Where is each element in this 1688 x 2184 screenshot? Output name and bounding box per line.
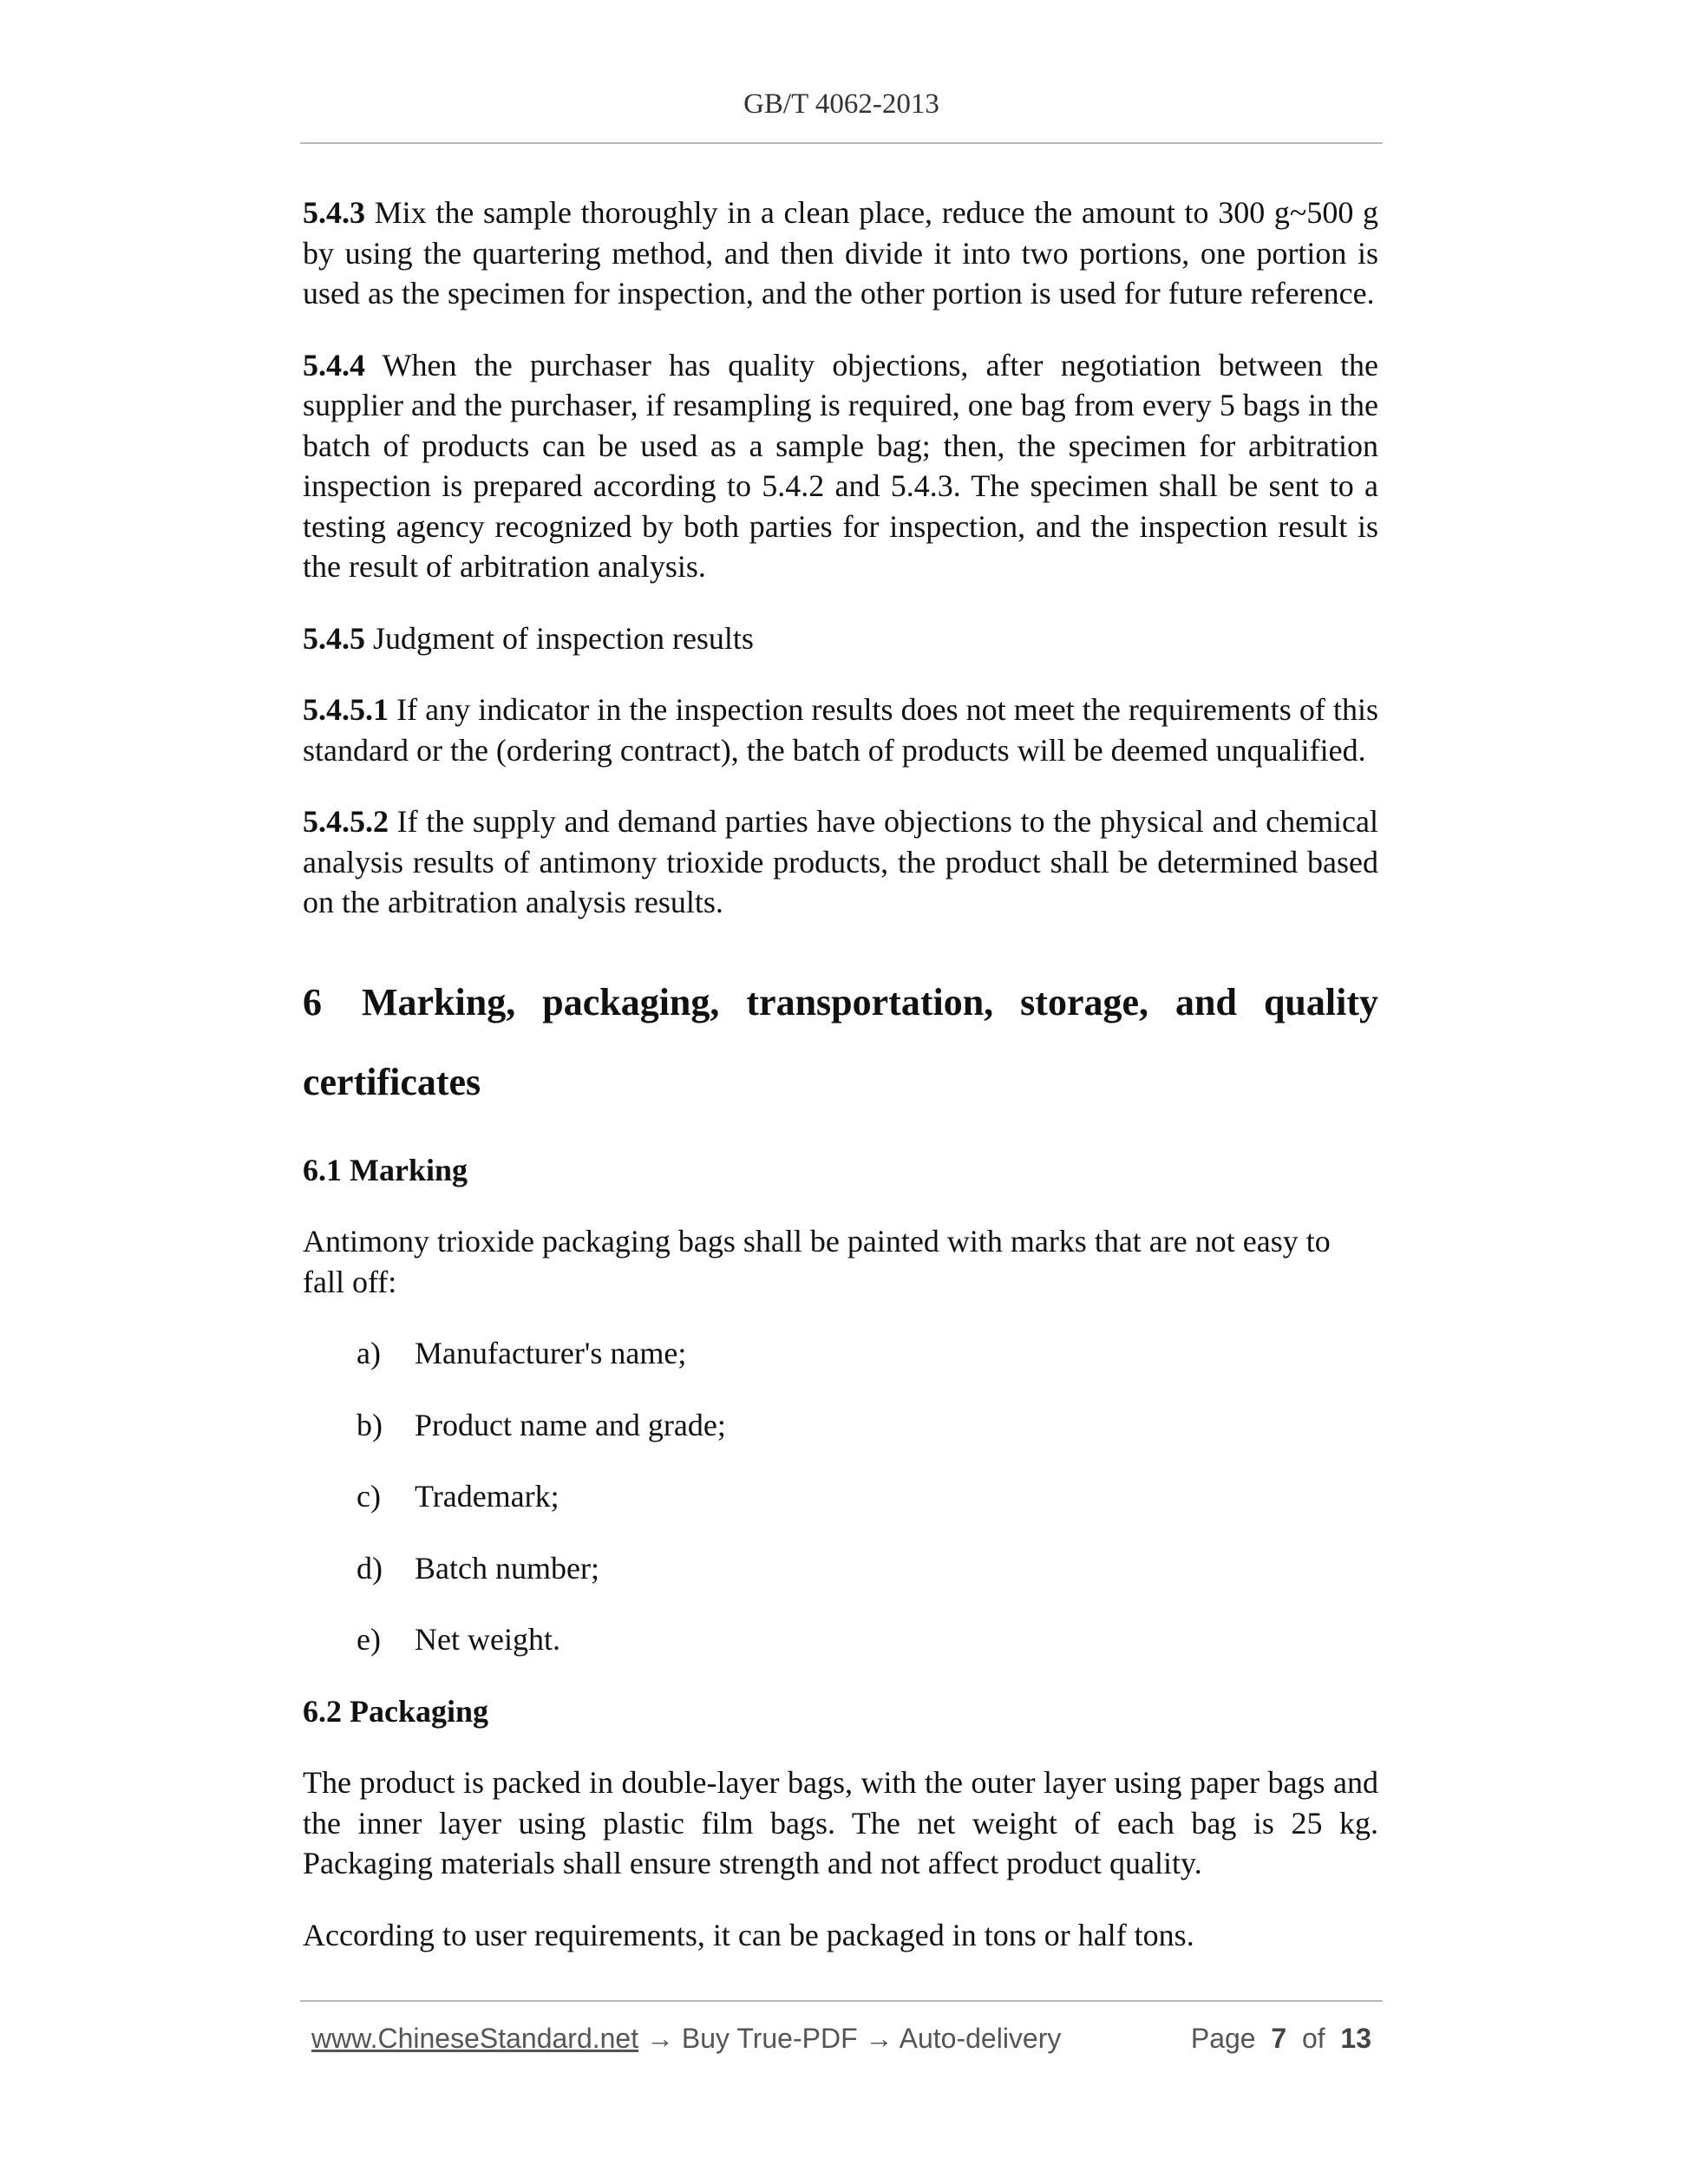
page-header-title: GB/T 4062-2013 xyxy=(743,88,939,120)
clause-5-4-5-2 xyxy=(303,801,1378,923)
page-body xyxy=(303,193,1378,1986)
clause-text: When the purchaser has quality objections, after negotiation between the supplier and the purchaser, if resampling is required, one bag from every 5 bags in the batch of products can be used as a sample bag; then, the specimen for arbitration inspection is prepared according to 5.4.2 and 5.4.3. The specimen shall be sent to a testing agency recognized by both parties for inspection, and the inspection result is the result of arbitration analysis. xyxy=(303,347,1378,584)
list-item xyxy=(303,1333,1378,1374)
clause-5-4-3 xyxy=(303,193,1378,314)
list-item xyxy=(303,1476,1378,1517)
clause-number: 5.4.5 xyxy=(303,620,365,656)
footer-divider xyxy=(300,2000,1383,2002)
chapter-number: 6 xyxy=(303,980,322,1023)
page-counter xyxy=(1191,2023,1371,2055)
section-6-2-heading: 6.2 Packaging xyxy=(303,1693,489,1729)
marking-list xyxy=(303,1333,1378,1660)
list-item-letter: b) xyxy=(357,1407,383,1442)
list-item-letter: e) xyxy=(357,1622,381,1657)
arrow-right-icon: → xyxy=(865,2023,893,2054)
footer-buy-text: Buy True-PDF xyxy=(681,2023,858,2054)
clause-5-4-4 xyxy=(303,345,1378,587)
list-item-text: Product name and grade; xyxy=(415,1407,726,1442)
clause-number: 5.4.4 xyxy=(303,347,365,383)
clause-text: If the supply and demand parties have objections to the physical and chemical analysis results of antimony trioxide products, the product shall be determined based on the arbitration analysis results. xyxy=(303,804,1379,919)
header-divider xyxy=(300,142,1383,144)
list-item-letter: a) xyxy=(357,1336,381,1370)
chapter-6-heading xyxy=(303,963,1378,1122)
list-item-letter: c) xyxy=(357,1479,381,1514)
list-item xyxy=(303,1405,1378,1446)
arrow-right-icon: → xyxy=(646,2023,674,2054)
list-item xyxy=(303,1619,1378,1660)
section-6-1-heading: 6.1 Marking xyxy=(303,1152,468,1187)
footer-promo xyxy=(311,2023,1061,2055)
clause-text: Judgment of inspection results xyxy=(373,620,754,656)
list-item-text: Batch number; xyxy=(415,1550,599,1586)
packaging-paragraph-2: According to user requirements, it can be packaged in tons or half tons. xyxy=(303,1917,1194,1952)
clause-text: Mix the sample thoroughly in a clean place, reduce the amount to 300 g~500 g by using the quartering method, and then divide it into two portions, one portion is used as the specimen for inspection, and the other portion is used for future reference. xyxy=(303,195,1378,311)
clause-5-4-5 xyxy=(303,618,1378,659)
clause-text: If any indicator in the inspection results does not meet the requirements of this standard or the (ordering contract), the batch of products will be deemed unqualified. xyxy=(303,692,1378,768)
total-page-count: 13 xyxy=(1340,2023,1371,2054)
page-label: Page xyxy=(1190,2023,1256,2054)
of-label: of xyxy=(1301,2023,1325,2054)
current-page-number: 7 xyxy=(1271,2023,1287,2054)
list-item-text: Trademark; xyxy=(415,1479,559,1514)
footer-delivery-text: Auto-delivery xyxy=(899,2023,1062,2054)
website-link[interactable]: www.ChineseStandard.net xyxy=(311,2023,639,2054)
list-item-text: Manufacturer's name; xyxy=(415,1336,687,1370)
clause-5-4-5-1 xyxy=(303,690,1378,770)
chapter-title: Marking, packaging, transportation, storage, and quality certificates xyxy=(303,980,1378,1103)
list-item-text: Net weight. xyxy=(415,1622,560,1657)
clause-number: 5.4.5.2 xyxy=(303,804,389,839)
clause-number: 5.4.5.1 xyxy=(303,692,389,727)
list-item-letter: d) xyxy=(357,1550,383,1586)
clause-number: 5.4.3 xyxy=(303,195,365,230)
list-item xyxy=(303,1548,1378,1589)
packaging-paragraph-1: The product is packed in double-layer bags, with the outer layer using paper bags and the inner layer using plastic film bags. The net weight of each bag is 25 kg. Packaging materials shall ensure strength and not affect product quality. xyxy=(303,1765,1378,1880)
marking-intro: Antimony trioxide packaging bags shall be painted with marks that are not easy to fall off: xyxy=(303,1224,1331,1299)
